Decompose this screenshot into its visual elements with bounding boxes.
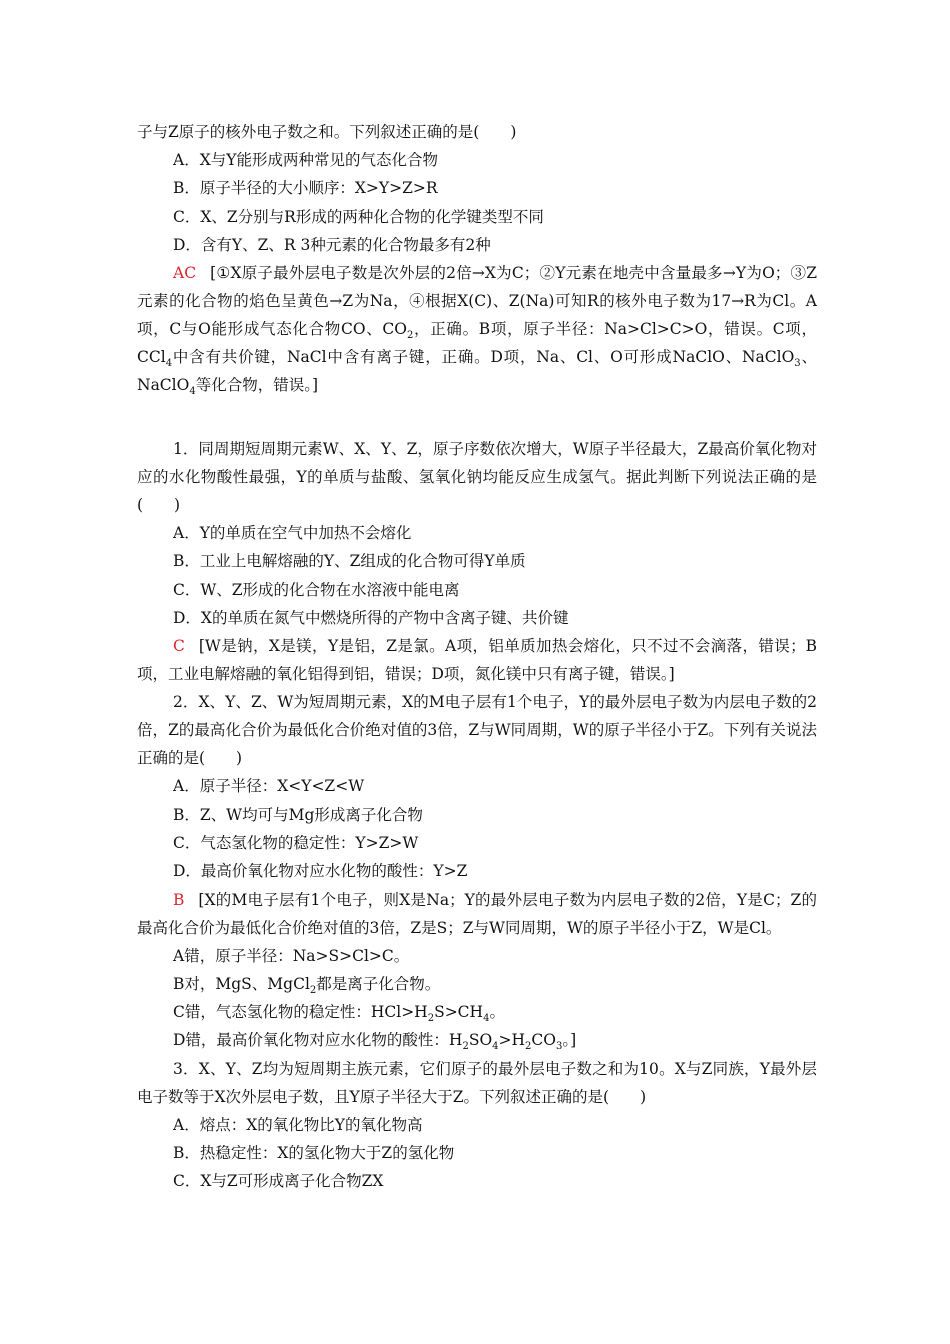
q1-option-b: B．工业上电解熔融的Y、Z组成的化合物可得Y单质 xyxy=(173,552,526,571)
q0-option-a: A．X与Y能形成两种常见的气态化合物 xyxy=(173,151,438,169)
q3-option-c: C．X与Z可形成离子化合物ZX xyxy=(173,1172,384,1191)
q0-option-c: C．X、Z分别与R形成的两种化合物的化学键类型不同 xyxy=(173,207,544,226)
q2-explanation-line-a: A错，原子半径：Na>S>Cl>C。 xyxy=(173,946,410,965)
q1-explanation: C [W是钠，X是镁，Y是铝，Z是氯。A项，铝单质加热会熔化，只不过不会滴落，错误；B项，工业电解熔融的氧化铝得到铝，错误；D项，氮化镁中只有离子键，错误。] xyxy=(137,637,817,684)
q2-option-a: A．原子半径：X<Y<Z<W xyxy=(173,777,365,796)
q1-option-c: C．W、Z形成的化合物在水溶液中能电离 xyxy=(173,580,460,599)
section-gap xyxy=(137,399,817,435)
q2-option-d: D．最高价氧化物对应水化物的酸性：Y>Z xyxy=(173,862,468,881)
q2-explanation-line-d: D错，最高价氧化物对应水化物的酸性：$H_2SO_4>H_2CO_3$。] xyxy=(173,1031,577,1053)
q1-option-a: A．Y的单质在空气中加热不会熔化 xyxy=(173,524,412,543)
page-content xyxy=(137,118,817,1196)
q2-explanation-line-b: B对，MgS、MgCl$_2$都是离子化合物。 xyxy=(173,974,441,996)
q1-stem: 1．同周期短周期元素W、X、Y、Z，原子序数依次增大，W原子半径最大，Z最高价氧化物对应的水化物酸性最强，Y的单质与盐酸、氢氧化钠均能反应生成氢气。据此判断下列说法正确的是( ) xyxy=(137,440,817,515)
q2-explanation: B [X的M电子层有1个电子，则X是Na；Y的最外层电子数为内层电子数的2倍，Y是C；Z的最高化合价为最低化合价绝对值的3倍，Z是S；Z与W同周期，W的原子半径小于Z，W是Cl。 xyxy=(137,890,817,937)
q1-option-d: D．X的单质在氮气中燃烧所得的产物中含离子键、共价键 xyxy=(173,609,569,628)
q2-answer: B xyxy=(173,890,185,909)
q2-explanation-line-c: C错，气态氢化物的稳定性：$HCl>H_2S>CH_4$。 xyxy=(173,1003,505,1025)
q3-stem: 3．X、Y、Z均为短周期主族元素，它们原子的最外层电子数之和为10。X与Z同族，Y最外层电子数等于X次外层电子数，且Y原子半径大于Z。下列叙述正确的是( ) xyxy=(137,1059,817,1106)
q2-option-b: B．Z、W均可与Mg形成离子化合物 xyxy=(173,805,423,824)
q0-option-d: D．含有Y、Z、R 3种元素的化合物最多有2种 xyxy=(173,235,491,254)
q0-option-b: B．原子半径的大小顺序：X>Y>Z>R xyxy=(173,179,438,198)
q3-option-b: B．热稳定性：X的氢化物大于Z的氢化物 xyxy=(173,1144,455,1163)
q1-answer: C xyxy=(173,637,185,656)
q3-option-a: A．熔点：X的氧化物比Y的氧化物高 xyxy=(173,1115,423,1134)
q0-answer: AC xyxy=(173,264,197,283)
q0-explanation: AC [①X原子最外层电子数是次外层的2倍→X为C；②Y元素在地壳中含量最多→Y为O；③Z元素的化合物的焰色呈黄色→Z为Na，④根据X(C)、Z(Na)可知R的核外电子数为17→R为Cl。A项，C与O能形成气态化合物CO、$CO_2$，正确。B项，原子半径：Na>Cl>C>O，错误。C项，CCl$_4$中含有共价键，NaCl中含有离子键，正确。D项，Na、Cl、O可形成NaClO、NaClO$_3$、NaClO$_4$等化合物，错误。] xyxy=(137,264,817,398)
q0-stem: 子与Z原子的核外电子数之和。下列叙述正确的是( ) xyxy=(137,123,517,141)
q2-option-c: C．气态氢化物的稳定性：Y>Z>W xyxy=(173,833,419,852)
q2-stem: 2．X、Y、Z、W为短周期元素，X的M电子层有1个电子，Y的最外层电子数为内层电子数的2倍，Z的最高化合价为最低化合价绝对值的3倍，Z与W同周期，W的原子半径小于Z。下列有关说法正确的是( ) xyxy=(137,693,817,768)
